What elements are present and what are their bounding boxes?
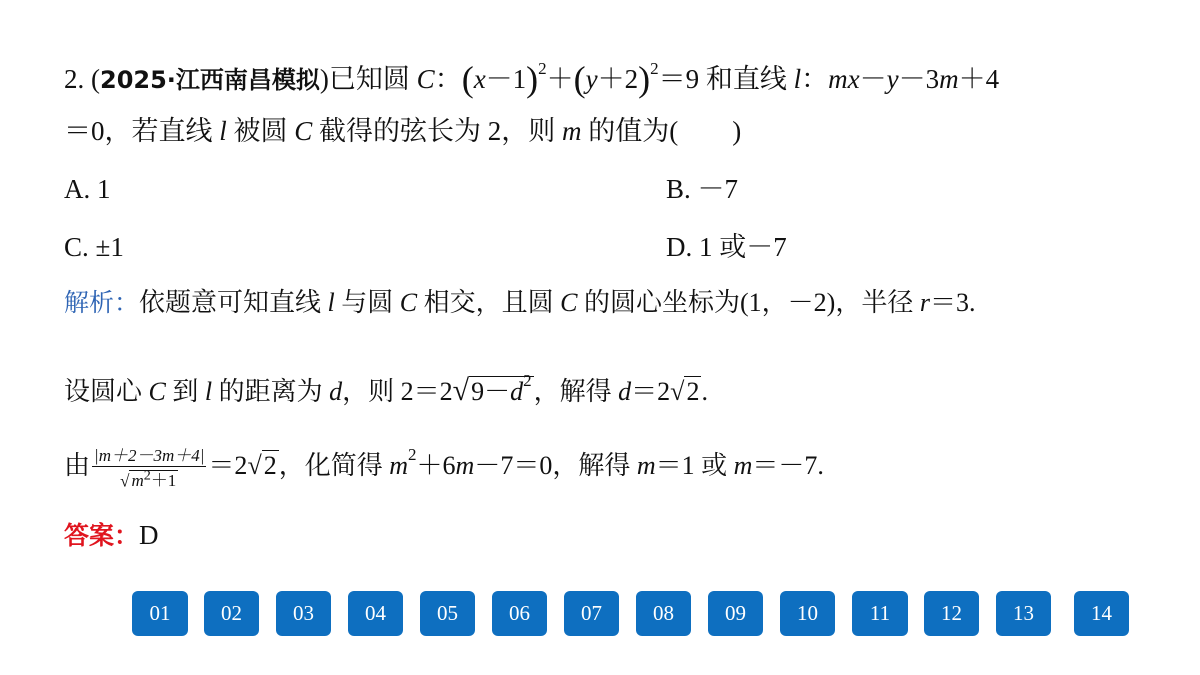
answer-value: D	[139, 520, 159, 550]
option-d: D. 1 或－7	[666, 232, 787, 262]
option-b: B. －7	[666, 174, 739, 204]
answer-line	[64, 522, 159, 549]
nav-button-02[interactable]: 02	[204, 591, 259, 636]
nav-button-07[interactable]: 07	[564, 591, 619, 636]
nav-button-10[interactable]: 10	[780, 591, 835, 636]
nav-button-09[interactable]: 09	[708, 591, 763, 636]
distance-fraction: $\frac{|m+2-3m+4|}{√ m^2+1}$	[94, 445, 205, 491]
question-line-2: ＝0，若直线 l 被圆 C 截得的弦长为 2，则 m 的值为( )	[64, 116, 742, 146]
question-number: 2.	[64, 64, 85, 94]
nav-button-03[interactable]: 03	[276, 591, 331, 636]
nav-button-12[interactable]: 12	[924, 591, 979, 636]
option-a: A. 1	[64, 174, 111, 204]
nav-button-01[interactable]: 01	[132, 591, 188, 636]
sqrt-expression: √	[452, 374, 470, 407]
nav-button-05[interactable]: 05	[420, 591, 475, 636]
nav-button-13[interactable]: 13	[996, 591, 1051, 636]
solution-label: 解析：	[64, 288, 140, 317]
nav-button-11[interactable]: 11	[852, 591, 908, 636]
option-c: C. ±1	[64, 232, 124, 262]
question-source: 2025·江西南昌模拟	[100, 66, 320, 94]
solution-line-2: 设圆心 C 到 l 的距离为 d，则 $2=2√9-d^2$，解得 d＝2√2.	[64, 371, 708, 407]
solution-line-1: 解析：依题意可知直线 l 与圆 C 相交，且圆 C 的圆心坐标为(1，－2)，半径 r＝3.	[64, 288, 976, 317]
nav-button-06[interactable]: 06	[492, 591, 547, 636]
question-line-1: 2. (2025·江西南昌模拟)已知圆 C：$(x-1)^2+(y+2)^2=9$ 和直线 l：mx－y－3m＋4	[64, 59, 1000, 99]
nav-button-04[interactable]: 04	[348, 591, 403, 636]
solution-line-3: 由 $\frac{|m+2-3m+4|}{√ m^2+1}$ ＝2√2，化简得 $m^2+6m-7=0$，解得 m＝1 或 m＝－7.	[64, 445, 824, 491]
nav-button-14[interactable]: 14	[1074, 591, 1129, 636]
nav-button-08[interactable]: 08	[636, 591, 691, 636]
circle-center: (1，－2)	[740, 288, 836, 317]
answer-label: 答案：	[64, 521, 140, 550]
